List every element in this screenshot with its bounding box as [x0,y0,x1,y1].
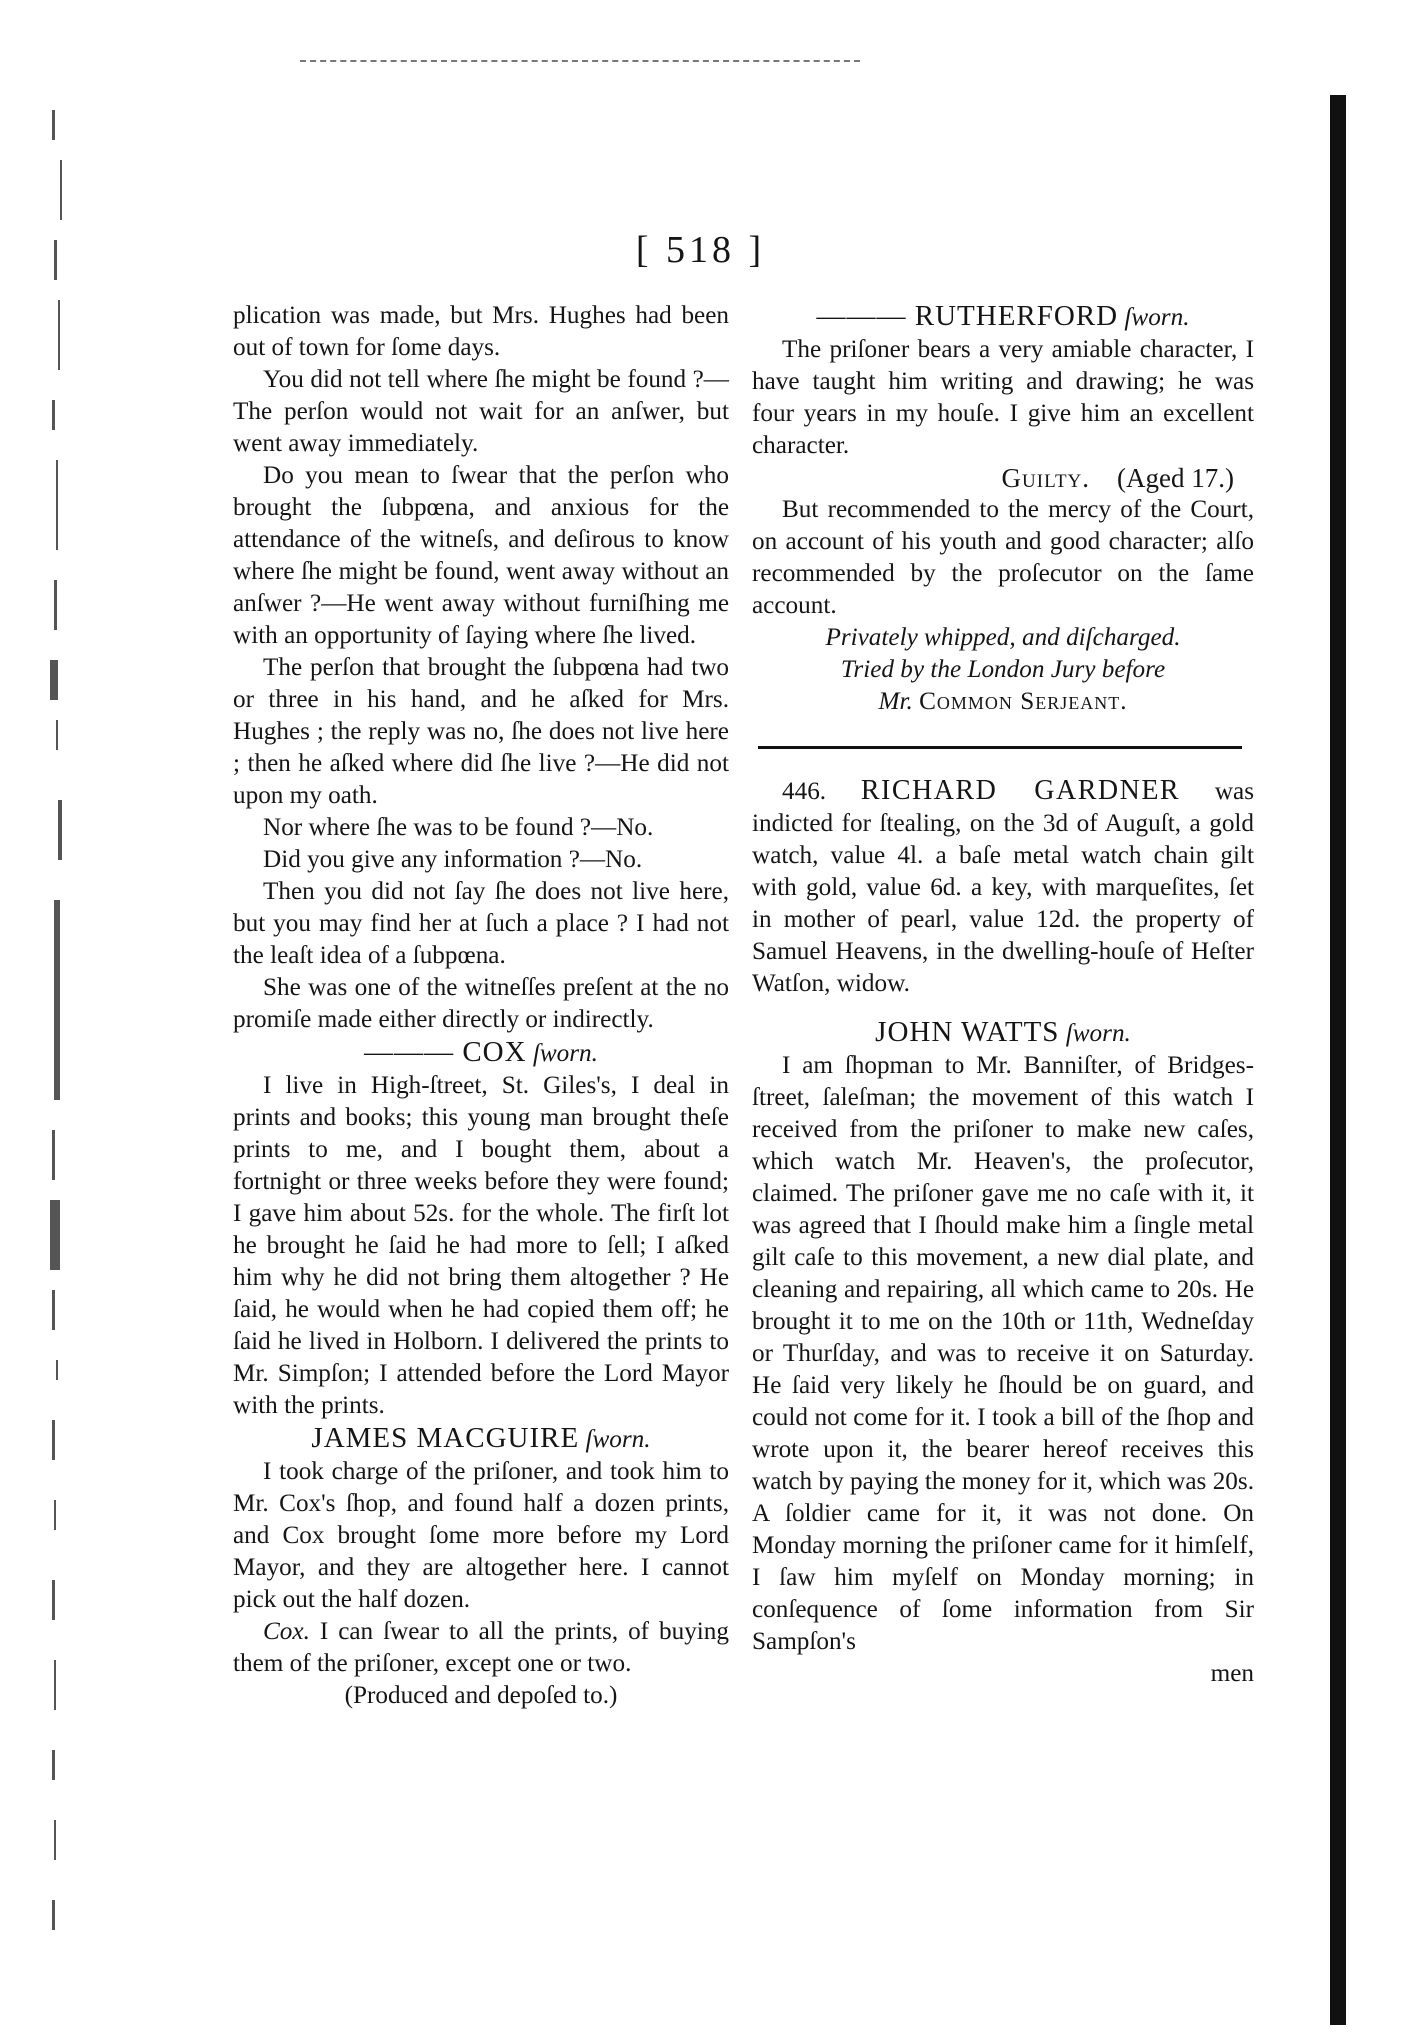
witness-heading-rutherford [752,300,1254,334]
verdict-word: Guilty. [1001,463,1091,493]
sworn-label: ſworn. [1124,304,1190,331]
testimony-watts: I am ſhopman to Mr. Banniſter, of Bridges-ſtreet, ſaleſman; the movement of this watch I received from the priſoner to make new caſes, which watch Mr. Heaven's, the proſecutor, claimed. The priſoner gave me no caſe with it, it was agreed that I ſhould make him a ſingle metal gilt caſe to this movement, a new dial plate, and cleaning and repairing, all which came to 20s. He brought it to me on the 10th or 11th, Wedneſday or Thurſday, and was to receive it on Saturday. He ſaid very likely he ſhould be on guard, and could not come for it. I took a bill of the ſhop and wrote upon it, the bearer hereof receives this watch by paying the money for it, which was 20s. A ſoldier came for it, it was not done. On Monday morning the priſoner came for it himſelf, I ſaw him myſelf on Monday morning; in conſequence of ſome information from Sir Sampſon's [752,1052,1254,1655]
witness-heading-macguire [233,1422,729,1456]
page-number: [ 518 ] [635,229,766,271]
tried-line-1: Tried by the London Jury before [840,656,1166,683]
sentence: Privately whipped, and diſcharged. [825,624,1181,651]
recommendation: But recommended to the mercy of the Court, on account of his youth and good character; alſo recommended by the proſecutor on the ſame account. [752,496,1254,619]
scan-edge-shadow [1330,95,1346,2025]
testimony-cox: I live in High-ſtreet, St. Giles's, I deal in prints and books; this young man brought theſe prints to me, and I bought them, about a fortnight or three weeks before they were found; I gave him about 52s. for the whole. The firſt lot he brought he ſaid he had more to ſell; I aſked him why he did not bring them altogether ? He ſaid, he would when he had copied them off; he ſaid he lived in Holborn. I delivered the prints to Mr. Simpſon; I attended before the Lord Mayor with the prints. [233,1072,729,1419]
paragraph: She was one of the witneſſes preſent at the no promiſe made either directly or indirectly. [233,974,729,1033]
paragraph: Then you did not ſay ſhe does not live here, but you may find her at ſuch a place ? I had not the leaſt idea of a ſubpœna. [233,878,729,969]
verdict-age: (Aged 17.) [1117,463,1234,493]
tried-before [752,654,1254,718]
sworn-label: ſworn. [532,1040,598,1067]
speaker-label: Cox. [263,1618,310,1645]
tried-prefix: Mr. [878,688,913,715]
witness-heading-watts [752,1016,1254,1050]
case-entry [752,775,1254,1000]
right-column [752,300,1254,1690]
sworn-label: ſworn. [1065,1020,1131,1047]
indictment-text: was indicted for ſtealing, on the 3d of Auguſt, a gold watch, value 4l. a baſe metal watch chain gilt with gold, value 6d. a key, with marqueſites, ſet in mother of pearl, value 12d. the property of Samuel Heavens, in the dwelling-houſe of Heſter Watſon, widow. [752,778,1255,997]
witness-name: JOHN WATTS [875,1016,1060,1048]
paragraph: Did you give any information ?—No. [263,846,643,873]
left-column [233,300,729,1712]
testimony-rutherford: The priſoner bears a very amiable character, I have taught him writing and drawing; he was four years in my houſe. I give him an excellent character. [752,336,1254,459]
paragraph: Nor where ſhe was to be found ?—No. [263,814,654,841]
defendant-name: RICHARD GARDNER [860,775,1181,806]
testimony-macguire: I took charge of the priſoner, and took him to Mr. Cox's ſhop, and found half a dozen prints, and Cox brought ſome more before my Lord Mayor, and they are altogether here. I cannot pick out the half dozen. [233,1458,729,1613]
top-rule-mark [300,60,860,62]
paragraph: You did not tell where ſhe might be found ?—The perſon would not wait for an anſwer, but went away immediately. [233,366,729,457]
witness-name: JAMES MACGUIRE [311,1422,580,1454]
case-number: 446. [782,778,827,805]
binding-edge-marks [30,100,90,2000]
witness-heading-cox [233,1036,729,1070]
paragraph: plication was made, but Mrs. Hughes had been out of town for ſome days. [233,302,729,361]
reply-text: I can ſwear to all the prints, of buying them of the priſoner, except one or two. [233,1618,729,1677]
produced-note: (Produced and depoſed to.) [344,1682,618,1709]
witness-name: ——— COX [364,1036,527,1068]
witness-name: ——— RUTHERFORD [816,300,1119,332]
catchword: men [1210,1660,1254,1687]
paragraph: Do you mean to ſwear that the perſon who brought the ſubpœna, and anxious for the attendance of the witneſs, and deſirous to know where ſhe might be found, went away without an anſwer ?—He went away without furniſhing me with an opportunity of ſaying where ſhe lived. [233,462,729,649]
verdict [752,462,1254,494]
tried-judge: Common Serjeant. [919,688,1128,715]
section-divider [758,746,1242,749]
cox-reply [233,1616,729,1680]
sworn-label: ſworn. [585,1426,651,1453]
paragraph: The perſon that brought the ſubpœna had two or three in his hand, and he aſked for Mrs. Hughes ; the reply was no, ſhe does not live here ; then he aſked where did ſhe live ?—He did not upon my oath. [233,654,729,809]
